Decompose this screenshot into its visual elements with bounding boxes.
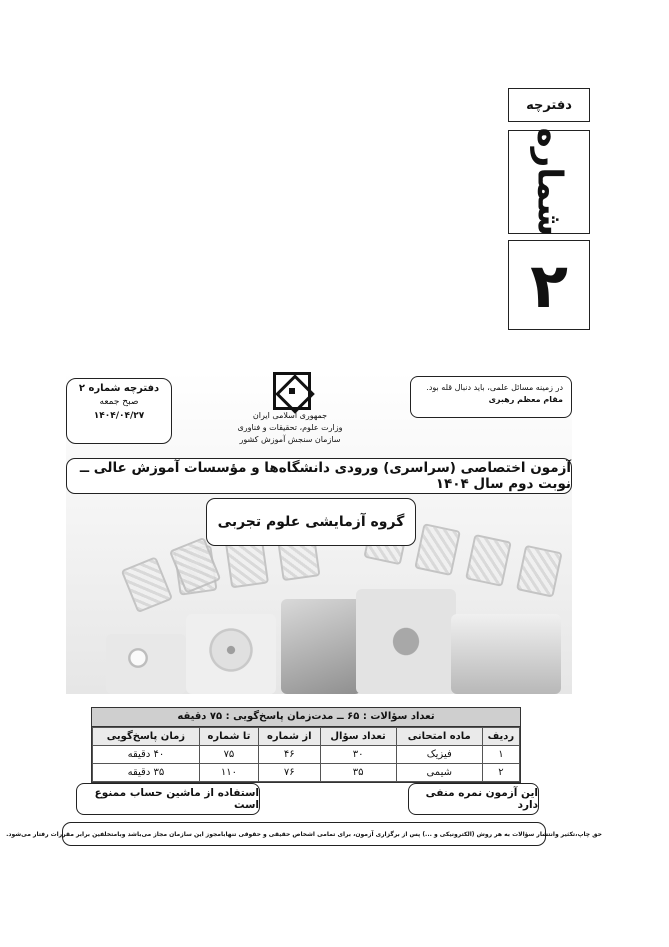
stats-summary: تعداد سؤالات : ۶۵ ــ مدت‌زمان پاسخ‌گویی : ۷۵ دقیقه <box>92 708 520 727</box>
table-cell: ۳۵ دقیقه <box>93 764 200 782</box>
exam-title: آزمون اختصاصی (سراسری) ورودی دانشگاه‌ها و مؤسسات آموزش عالی ــ نوبت دوم سال ۱۴۰۴ <box>66 458 572 494</box>
col-header: از شماره <box>259 728 320 746</box>
table-row <box>93 764 520 782</box>
anatomy-image <box>356 589 456 694</box>
table-row <box>93 746 520 764</box>
hand-image <box>281 599 361 694</box>
table-cell: ۲ <box>482 764 519 782</box>
booklet-info-box <box>66 378 172 444</box>
booklet-number: ۲ <box>508 240 590 330</box>
quote-box <box>410 376 572 418</box>
table-cell: ۱ <box>482 746 519 764</box>
table-cell: ۴۶ <box>259 746 320 764</box>
table-cell: ۴۰ دقیقه <box>93 746 200 764</box>
session-label: صبح جمعه <box>99 397 139 407</box>
table-cell: ۳۵ <box>320 764 396 782</box>
col-header: ماده امتحانی <box>396 728 482 746</box>
exam-stats-table <box>91 707 521 783</box>
booklet-word-box <box>508 127 590 237</box>
ministry-name: وزارت علوم، تحقیقات و فناوری <box>237 423 343 432</box>
calculator-notice: استفاده از ماشین حساب ممنوع است <box>76 783 260 815</box>
table-cell: ۷۵ <box>199 746 258 764</box>
col-header: زمان پاسخ‌گویی <box>93 728 200 746</box>
ministry-block <box>210 410 370 446</box>
booklet-word: شماره <box>529 127 570 237</box>
copyright-notice: حق چاپ،تکثیر وانتشار سؤالات به هر روش (الکترونیکی و ...) پس از برگزاری آزمون، برای تمامی اشخاص حقیقی و حقوقی تنهابامجوز این سازمان مجاز می‌باشد وبامتخلفین برابر مقررات رفتار می‌شود. <box>62 822 546 846</box>
quote-author: مقام معظم رهبری <box>488 395 563 404</box>
table-cell: شیمی <box>396 764 482 782</box>
science-photo-collage <box>66 584 572 694</box>
exam-date: ۱۴۰۴/۰۴/۲۷ <box>93 411 145 421</box>
molecule-image <box>186 614 276 694</box>
booklet-label: دفترچه <box>508 88 590 122</box>
table-cell: ۱۱۰ <box>199 764 258 782</box>
col-header: تا شماره <box>199 728 258 746</box>
table-cell: ۷۶ <box>259 764 320 782</box>
col-header: تعداد سؤال <box>320 728 396 746</box>
lab-equipment-image <box>451 614 561 694</box>
sanjesh-logo <box>273 372 311 410</box>
atom-image <box>106 634 186 694</box>
organization-name: سازمان سنجش آموزش کشور <box>239 435 341 444</box>
col-header: ردیف <box>482 728 519 746</box>
quote-text: در زمینه مسائل علمی، باید دنبال قله بود. <box>426 383 563 392</box>
table-cell: فیزیک <box>396 746 482 764</box>
republic-name: جمهوری اسلامی ایران <box>252 411 328 420</box>
group-title: گروه آزمایشی علوم تجربی <box>206 498 416 546</box>
negative-marking-notice: این آزمون نمره منفی دارد <box>408 783 539 815</box>
table-header-row <box>93 728 520 746</box>
booklet-info-number: دفترچه شماره ۲ <box>78 383 160 394</box>
table-cell: ۳۰ <box>320 746 396 764</box>
